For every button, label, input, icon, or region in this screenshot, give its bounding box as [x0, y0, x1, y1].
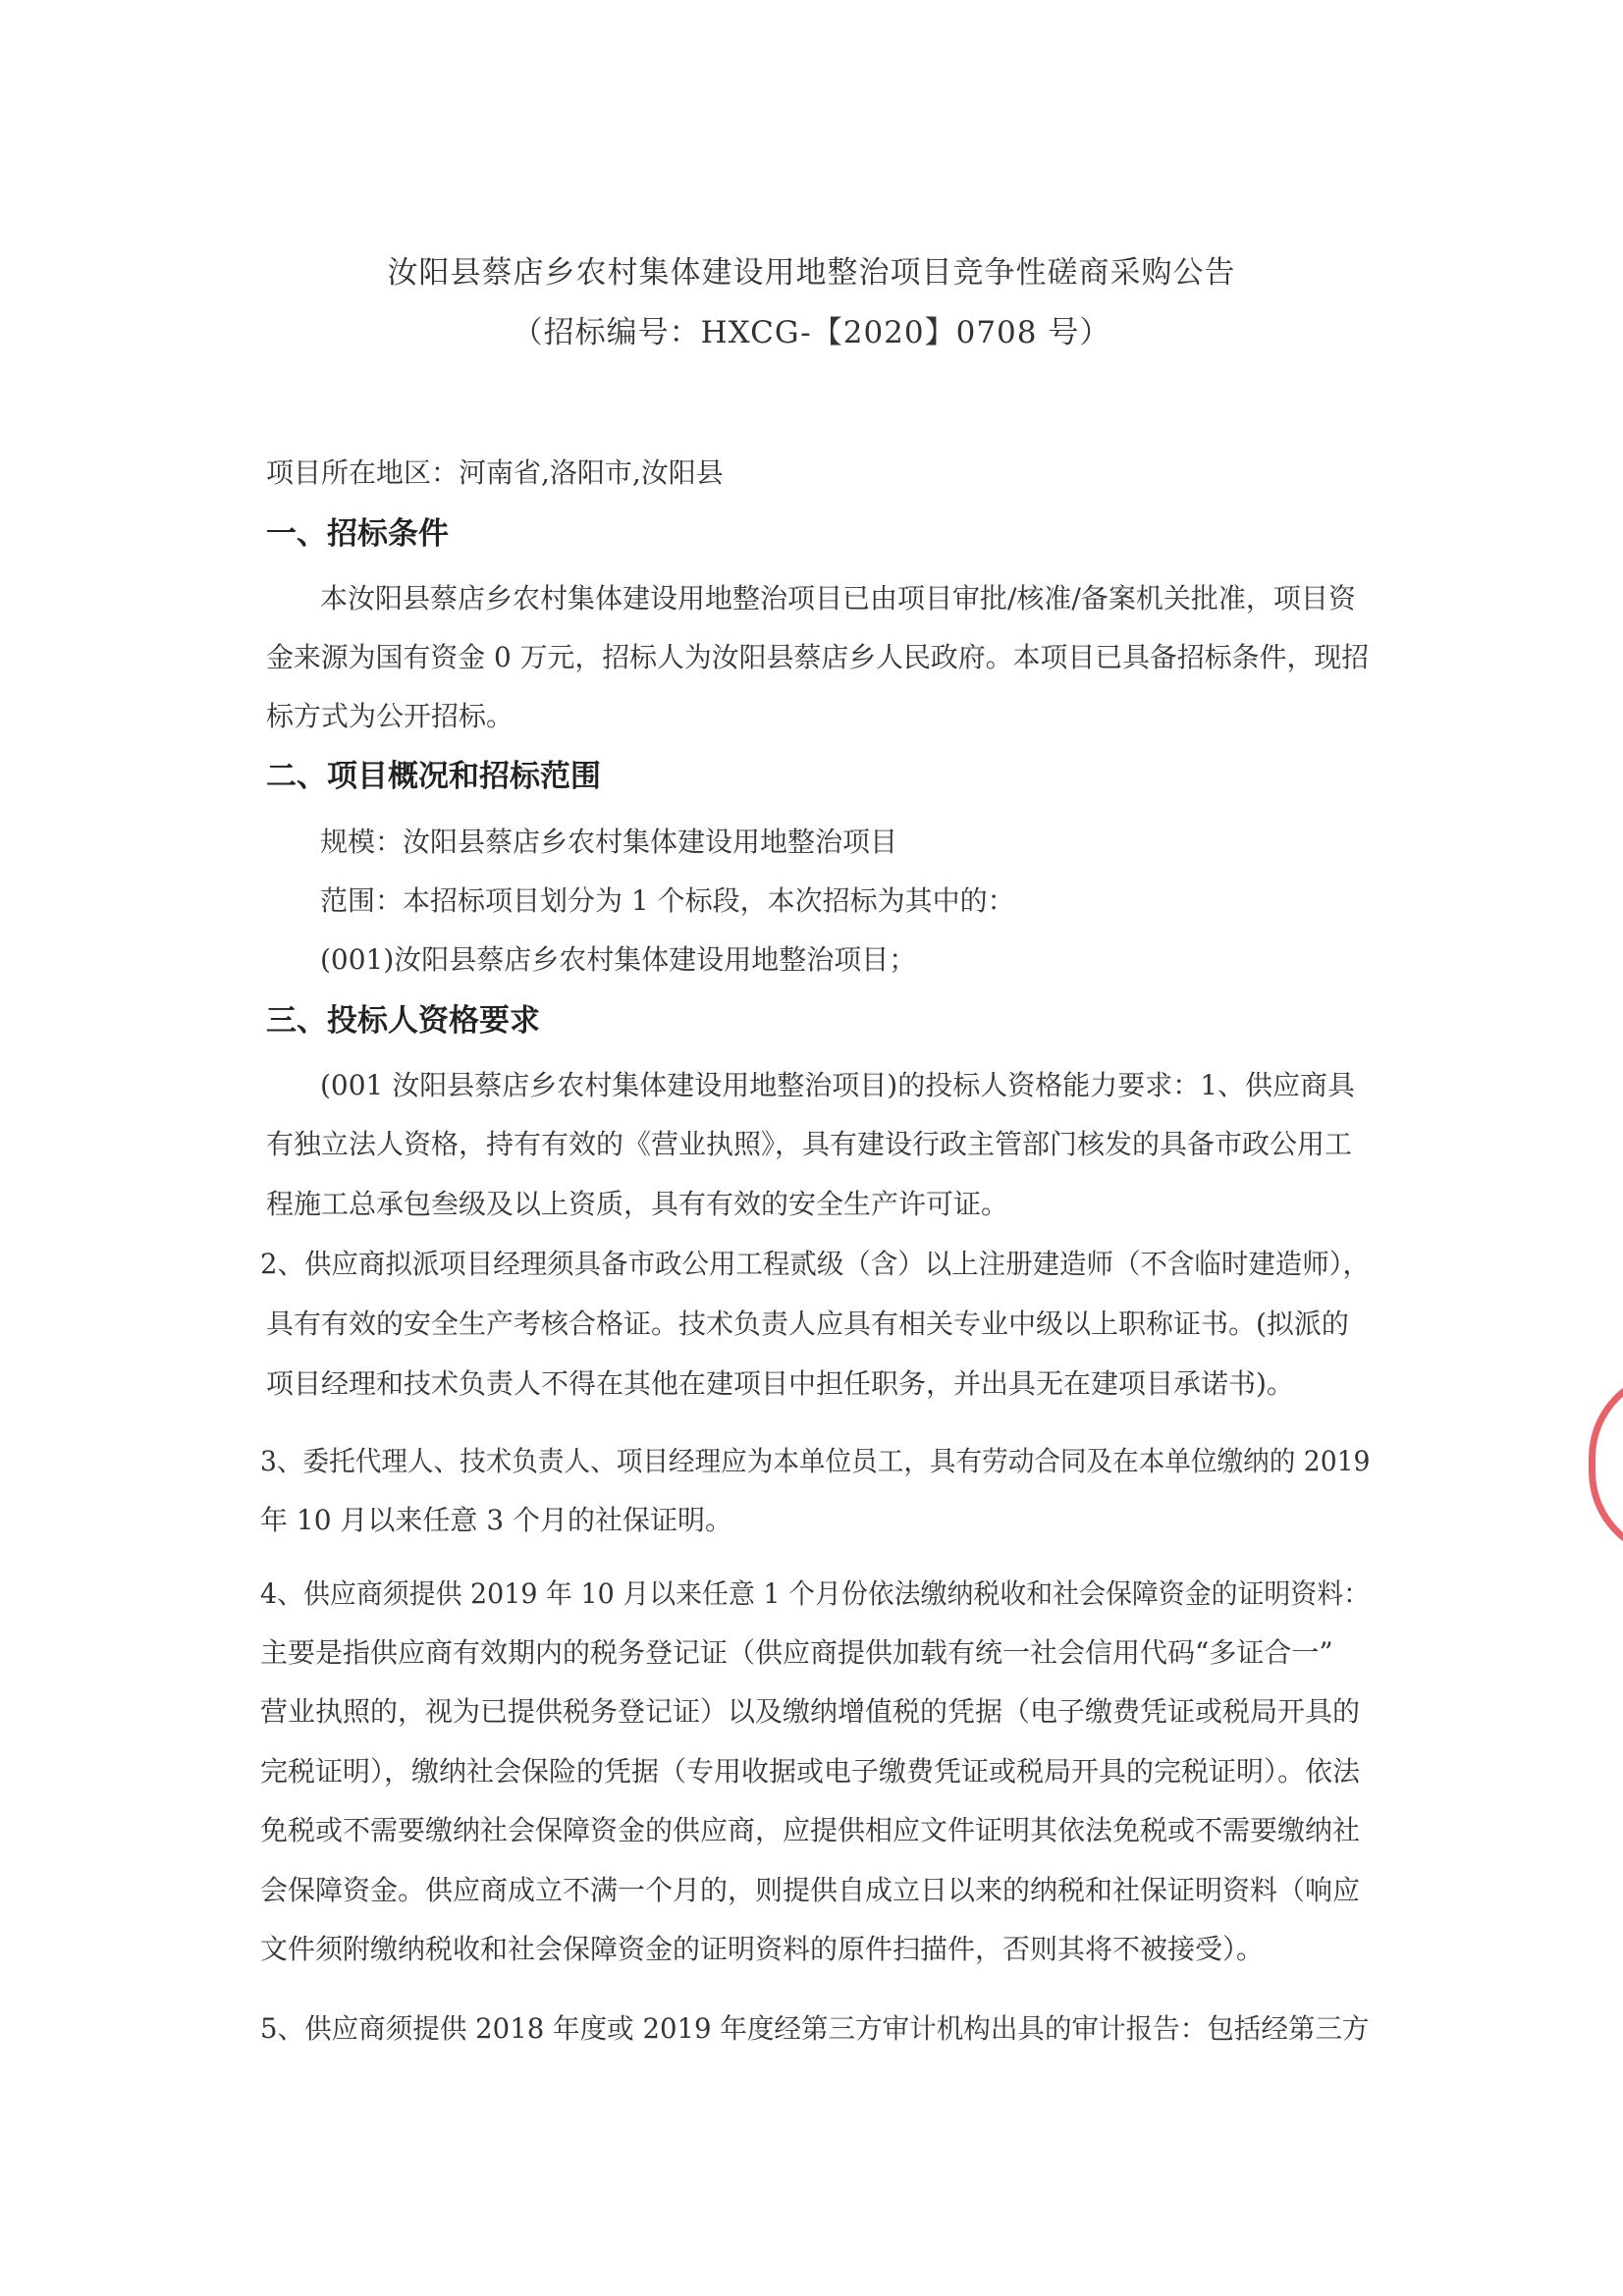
- section1-line: 标方式为公开招标。: [266, 700, 514, 732]
- section3-line: 营业执照的，视为已提供税务登记证）以及缴纳增值税的凭据（电子缴费凭证或税局开具的: [260, 1695, 1361, 1728]
- section3-line: 主要是指供应商有效期内的税务登记证（供应商提供加载有统一社会信用代码“多证合一”: [260, 1636, 1333, 1669]
- section-heading-3: 三、投标人资格要求: [266, 1003, 540, 1039]
- section2-line: 范围：本招标项目划分为 1 个标段，本次招标为其中的：: [320, 884, 1015, 917]
- section3-line: 5、供应商须提供 2018 年度或 2019 年度经第三方审计机构出具的审计报告：包括经第三方: [260, 2012, 1370, 2045]
- section3-line: 2、供应商拟派项目经理须具备市政公用工程贰级（含）以上注册建造师（不含临时建造师），: [260, 1248, 1370, 1280]
- section3-line: 有独立法人资格，持有有效的《营业执照》，具有建设行政主管部门核发的具备市政公用工: [266, 1128, 1353, 1160]
- section-heading-2: 二、项目概况和招标范围: [266, 759, 601, 794]
- section3-line: 年 10 月以来任意 3 个月的社保证明。: [260, 1504, 733, 1536]
- section1-line: 本汝阳县蔡店乡农村集体建设用地整治项目已由项目审批/核准/备案机关批准，项目资: [320, 582, 1356, 614]
- section-heading-1: 一、招标条件: [266, 516, 449, 552]
- section3-line: 3、委托代理人、技术负责人、项目经理应为本单位员工，具有劳动合同及在本单位缴纳的 2019: [260, 1445, 1371, 1477]
- section3-line: 4、供应商须提供 2019 年 10 月以来任意 1 个月份依法缴纳税收和社会保障资金的证明资料：: [260, 1577, 1371, 1610]
- section3-line: 文件须附缴纳税收和社会保障资金的证明资料的原件扫描件，否则其将不被接受）。: [260, 1933, 1265, 1965]
- document-title: 汝阳县蔡店乡农村集体建设用地整治项目竞争性磋商采购公告: [387, 255, 1236, 291]
- section3-line: 程施工总承包叁级及以上资质，具有有效的安全生产许可证。: [266, 1188, 1009, 1220]
- project-region: 项目所在地区：河南省,洛阳市,汝阳县: [266, 456, 724, 489]
- section3-line: 会保障资金。供应商成立不满一个月的，则提供自成立日以来的纳税和社保证明资料（响应: [260, 1874, 1361, 1906]
- section3-line: 完税证明），缴纳社会保险的凭据（专用收据或电子缴费凭证或税局开具的完税证明）。依法: [260, 1755, 1361, 1788]
- document-subtitle: （招标编号：HXCG-【2020】0708 号）: [512, 315, 1111, 350]
- section3-line: 具有有效的安全生产考核合格证。技术负责人应具有相关专业中级以上职称证书。(拟派的: [266, 1308, 1349, 1340]
- red-seal-stamp: [1589, 1369, 1623, 1560]
- section3-line: 免税或不需要缴纳社会保障资金的供应商，应提供相应文件证明其依法免税或不需要缴纳社: [260, 1814, 1361, 1846]
- section2-line: (001)汝阳县蔡店乡农村集体建设用地整治项目；: [320, 943, 917, 976]
- section2-line: 规模：汝阳县蔡店乡农村集体建设用地整治项目: [320, 826, 898, 858]
- section3-line: (001 汝阳县蔡店乡农村集体建设用地整治项目)的投标人资格能力要求：1、供应商具: [320, 1069, 1356, 1101]
- section1-line: 金来源为国有资金 0 万元，招标人为汝阳县蔡店乡人民政府。本项目已具备招标条件，现招: [266, 641, 1370, 673]
- section3-line: 项目经理和技术负责人不得在其他在建项目中担任职务，并出具无在建项目承诺书)。: [266, 1367, 1294, 1400]
